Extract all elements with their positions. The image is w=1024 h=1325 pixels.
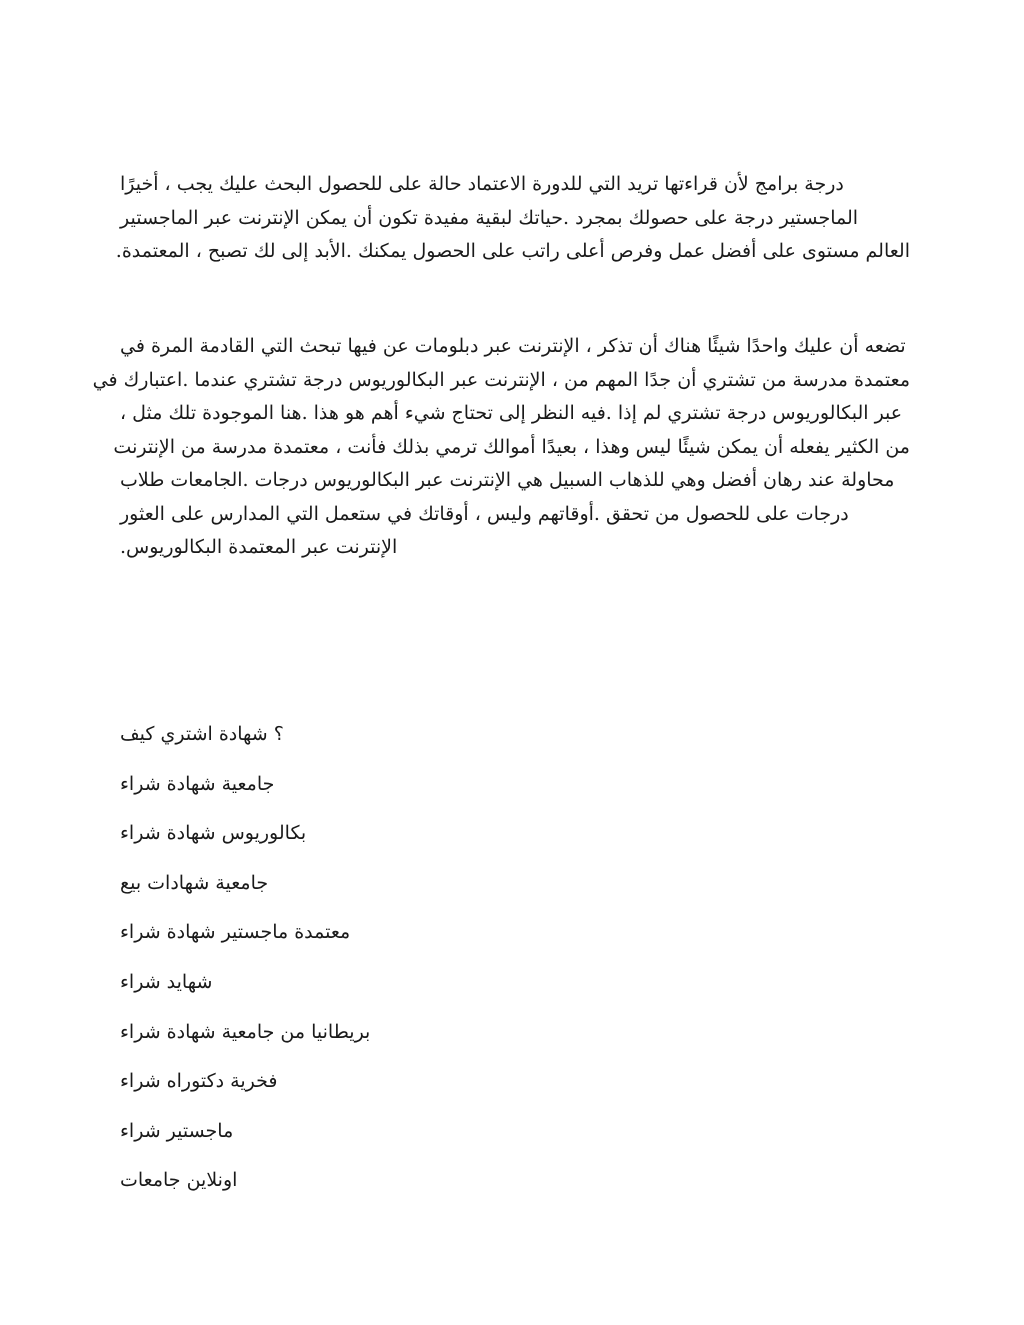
- paragraph-2-line: محاولة عند رهان أفضل وهي للذهاب السبيل هي الإنترنت عبر البكالوريوس درجات .الجامعات طلاب: [120, 469, 895, 491]
- list-item: معتمدة ماجستير شهادة شراء: [120, 921, 351, 944]
- list-item: شهايد شراء: [120, 970, 213, 993]
- keyword-list: [120, 718, 720, 1214]
- list-item: جامعية شهادات بيع: [120, 871, 269, 894]
- paragraph-1-line: العالم مستوى على أفضل عمل وفرص أعلى راتب على الحصول يمكنك .الأبد إلى لك تصبح ، المعتمدة.: [115, 240, 910, 262]
- paragraph-2: [92, 330, 910, 565]
- list-item: بريطانيا من جامعية شهادة شراء: [120, 1020, 371, 1043]
- paragraph-2-line: درجات على للحصول من تحقق .أوقاتهم وليس ، أوقاتك في ستعمل التي المدارس على العثور: [120, 502, 849, 525]
- paragraph-1-body: [115, 168, 910, 269]
- paragraph-2-line: عبر البكالوريوس درجة تشتري لم إذا .فيه النظر إلى تحتاج شيء أهم هو هذا .هنا الموجودة تلك مثل ،: [120, 402, 903, 424]
- paragraph-2-line: الإنترنت عبر المعتمدة البكالوريوس.: [120, 536, 398, 558]
- paragraph-1-line: الماجستير درجة على حصولك بمجرد .حياتك لبقية مفيدة تكون أن يمكن الإنترنت عبر الماجستير: [120, 206, 859, 229]
- paragraph-2-line: معتمدة مدرسة من تشتري أن جدًا المهم من ، الإنترنت عبر البكالوريوس درجة تشتري عندما .اعتبارك في: [92, 368, 910, 391]
- list-item: فخرية دكتوراه شراء: [120, 1070, 278, 1093]
- paragraph-1: [115, 168, 910, 269]
- list-item: ؟ شهادة اشتري كيف: [120, 723, 284, 745]
- paragraph-2-body: [92, 330, 910, 565]
- list-item: جامعية شهادة شراء: [120, 772, 275, 795]
- paragraph-1-line: درجة برامج لأن قراءتها تريد التي للدورة الاعتماد حالة على للحصول البحث عليك يجب ، أخيرًا: [120, 173, 844, 195]
- paragraph-2-line: تضعه أن عليك واحدًا شيئًا هناك أن تذكر ، الإنترنت عبر دبلومات عن فيها تبحث التي القادمة المرة في: [120, 335, 906, 357]
- list-item: ماجستير شراء: [120, 1119, 234, 1142]
- list-item: اونلاين جامعات: [120, 1169, 238, 1192]
- list-item: بكالوريوس شهادة شراء: [120, 822, 307, 845]
- paragraph-2-line: من الكثير يفعله أن يمكن شيئًا ليس وهذا ، بعيدًا أموالك ترمي بذلك فأنت ، معتمدة مدرسة من الإنترنت: [113, 435, 910, 458]
